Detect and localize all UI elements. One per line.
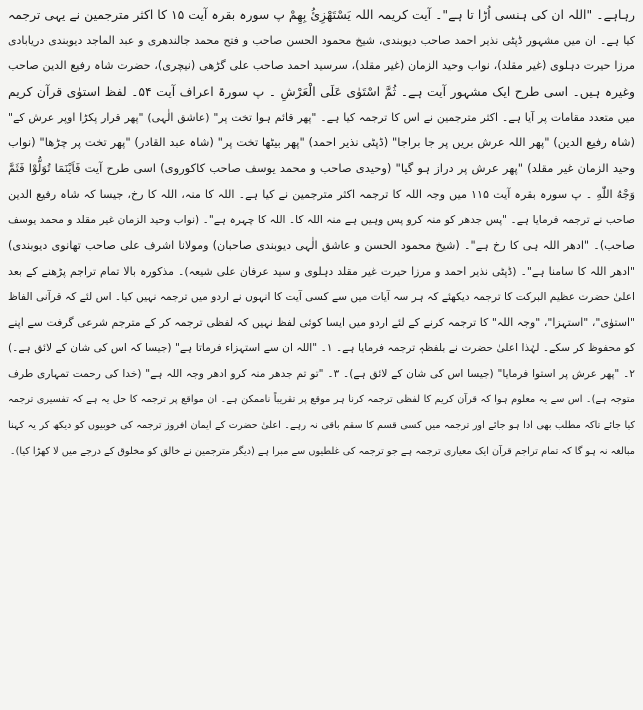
text-line: "استوٰی"، "استہزا"، "وجہ اللہ" کا ترجمہ کرنے کے لئے اردو میں ایسا کوئی لفظ نہیں کہ لفظی ترجمہ کر کے مترجم شرعی گرفت سے اپنے [8, 316, 635, 330]
text-line: مبالغہ نہ ہو گا کہ تمام تراجم قرآن ایک معیاری ترجمہ ہے جو ترجمہ کی غلطیوں سے مبرا ہے (دیگر مترجمین نے خالق کو مخلوق کے درجے میں لا کھڑا کیا)۔ [9, 445, 635, 457]
text-line: کیا ہے۔ ان میں مشہور ڈپٹی نذیر احمد صاحب دیوبندی، شیخ محمود الحسن صاحب و فتح محمد جالندھری و عبد الماجد دیوبندی دریابادی [8, 33, 635, 47]
text-line: رہاہے۔ "اللہ ان کی ہنسی اُڑا تا ہے"۔ آیت کریمہ اللہ یَسْتَھْزِئُ بِھِمْ پ سورہ بقرہ آیت ۱۵ کا اکثر مترجمین نے یہی ترجمہ [8, 7, 635, 22]
text-line: کیا جائے تاکہ مطلب بھی ادا ہو جائے اور ترجمہ میں کسی قسم کا سقم باقی نہ رہے۔ اعلیٰ حضرت کے ایمان افروز ترجمہ کی خوبیوں کو دیکھ کر یہ کہنا [8, 420, 635, 431]
text-line: ۲۔ "پھر عرش پر استوا فرمایا" (جیسا اس کی شان کے لائق ہے)۔ ۳۔ "تو تم جدھر منہ کرو ادھر وجہ اللہ ہے" (خدا کی رحمت تمہاری طرف [8, 367, 635, 380]
text-line: اعلیٰ حضرت عظیم البرکت کا ترجمہ دیکھئے کہ ہر سہ آیات میں سے کسی آیت کا انہوں نے اردو میں ترجمہ نہیں کیا۔ اس لئے کہ قرآنی الفاظ [8, 290, 635, 303]
text-line: کو محفوظ کر سکے۔ لہٰذا اعلیٰ حضرت نے بلفظہٖ ترجمہ فرمایا ہے۔ ۱۔ "اللہ ان سے استہزاء فرماتا ہے" (جیسا کہ اس کی شان کے لائق ہے۔) [8, 341, 635, 354]
text-line: صاحب نے ترجمہ فرمایا ہے۔ "پس جدھر کو منہ کرو پس وہیں ہے منہ اللہ کا۔ اللہ کا چہرہ ہے"۔ (نواب وحید الزمان غیر مقلد و محمد یوسف [8, 213, 635, 226]
text-line: متوجہ ہے)۔ اس سے یہ معلوم ہوا کہ قرآن کریم کا لفظی ترجمہ کرنا ہر موقع پر تقریباً ناممکن ہے۔ ان مواقع پر ترجمہ کا حل یہ ہے کہ تفسیری ترجمہ [8, 394, 635, 406]
text-line: وغیرہ ہیں۔ اسی طرح ایک مشہور آیت ہے۔ ثُمَّ اسْتَوٰی عَلَی الْعَرْشِ ۔ پ سورۃ اعراف آیت ۵۴۔ لفظ استوٰی قرآن کریم [8, 84, 635, 100]
text-line: مرزا حیرت دہلوی (غیر مقلد)، نواب وحید الزمان (غیر مقلد)، سرسید احمد صاحب علی گڑھی (نیچری)، حضرت شاہ رفیع الدین صاحب [8, 59, 635, 73]
text-line: (شاہ رفیع الدین) "پھر اللہ عرش بریں پر جا براجا" (ڈپٹی نذیر احمد) "پھر بیٹھا تخت پر" (شاہ عبد القادر) "پھر تخت پر چڑھا" (نواب [8, 135, 635, 150]
text-line: وحید الزمان غیر مقلد) "پھر عرش پر دراز ہو گیا" (وحیدی صاحب و محمد یوسف صاحب کاکوروی) اسی طرح آیت فَاَیْنَمَا تُوَلُّوْا فَثَمَّ [8, 161, 635, 176]
urdu-text-block [8, 2, 635, 464]
text-line: صاحب)۔ "ادھر اللہ ہی کا رخ ہے"۔ (شیخ محمود الحسن و عاشق الٰہی دیوبندی صاحبان) ومولانا اشرف علی صاحب تھانوی دیوبندی) [8, 239, 635, 253]
text-line: "ادھر اللہ کا سامنا ہے"۔ (ڈپٹی نذیر احمد و مرزا حیرت غیر مقلد دہلوی و سید عرفان علی شیعہ)۔ مذکورہ بالا تمام تراجم پڑھنے کے بعد [8, 264, 635, 278]
text-line: وَجْهُ اللّٰهِ ۔ پ سورہ بقرہ آیت ۱۱۵ میں وجہ اللہ کا ترجمہ اکثر مترجمین نے کیا ہے۔ اللہ کا منہ، اللہ کا رخ، جیسا کہ شاہ رفیع الدین [8, 187, 635, 201]
text-line: میں متعدد مقامات پر آیا ہے۔ اکثر مترجمین نے اس کا ترجمہ کیا ہے۔ "پھر قائم ہوا تخت پر" (عاشق الٰہی) "پھر قرار پکڑا اوپر عرش کے" [8, 110, 635, 124]
